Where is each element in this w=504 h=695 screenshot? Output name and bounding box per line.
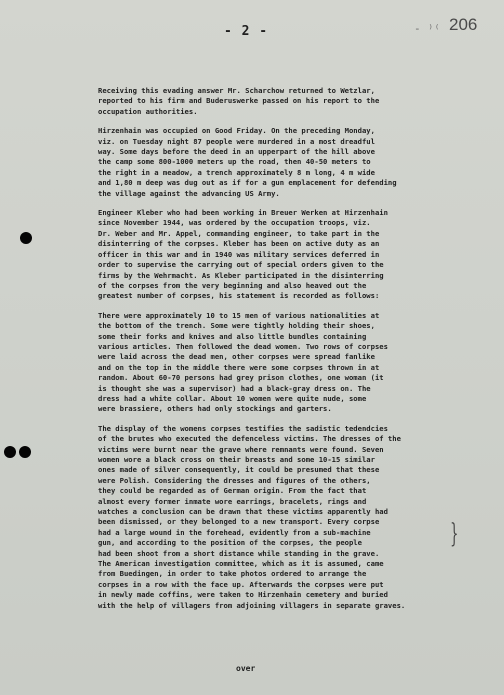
paragraph-5: The display of the womens corpses testifies the sadistic tedendcies of the brutes who executed the defenceless victims. The dresses of the victims were burnt near the grave where remnants were found. Seven women wore a black cross on their breasts and some 10-15 similar ones made of silver consequently, it could be presumed that these were Polish. Considering the dresses and figures of the others, they could be regarded as of German origin. From the fact that almost every former inmate wore earrings, bracelets, rings and watches a conclusion can be drawn that these victims apparently had been dismissed, or they belonged to a new transport. Every corpse had a large wound in the forehead, evidently from a sub-machine gun, and according to the position of the corpses, the people had been shoot from a short distance while standing in the grave. The American investigation committee, which as it is assumed, came from Buedingen, in order to take photos ordered to arrange the corpses in a row with the face up. Afterwards the corpses were put in newly made coffins, were taken to Hirzenhain cemetery and buried with the help of villagers from adjoining villagers in separate graves.	[98, 423, 406, 610]
page-number: - 2 -	[224, 24, 269, 39]
folio-number: 206	[449, 15, 478, 34]
punch-hole-icon	[19, 446, 31, 458]
margin-bracket-icon: }	[450, 519, 459, 549]
handwritten-mark: - ⁾⁽	[414, 22, 441, 35]
paragraph-1: Receiving this evading answer Mr. Scharchow returned to Wetzlar, reported to his firm and Buderuswerke passed on his report to the occupation authorities.	[98, 86, 380, 116]
document-body	[98, 86, 462, 620]
continuation-note: over	[236, 664, 256, 673]
punch-hole-icon	[20, 232, 32, 244]
paragraph-2: Hirzenhain was occupied on Good Friday. On the preceding Monday, viz. on Tuesday night 87 people were murdered in a most dreadful way. Some days before the deed in an upperpart of the hill above the camp some 800-1000 meters up the road, then 40-50 meters to the right in a meadow, a trench approximately 8 m long, 4 m wide and 1,80 m deep was dug out as if for a gun emplacement for defending the village against the advancing US Army.	[98, 126, 397, 198]
punch-hole-icon	[4, 446, 16, 458]
paragraph-3: Engineer Kleber who had been working in Breuer Werken at Hirzenhain since November 1944, was ordered by the occupation troops, viz. Dr. Weber and Mr. Appel, commanding engineer, to take part in the disinterring of the corpses. Kleber has been on active duty as an officer in this war and in 1940 was military services deferred in order to supervise the carrying out of special orders given to the firms by the Wehrmacht. As Kleber participated in the disinterring of the corpses from the very beginning and also heaved out the greatest number of corpses, his statement is recorded as follows:	[98, 208, 388, 301]
paragraph-4: There were approximately 10 to 15 men of various nationalities at the bottom of the trench. Some were tightly holding their shoes, some their forks and knives and also little bundles containing various articles. Then followed the dead women. Two rows of corpses were laid across the dead men, other corpses were spread fanlike and on the top in the middle there were some corpses thrown in at random. About 60-70 persons had grey prison clothes, one woman (it is thought she was a supervisor) had a black-gray dress on. The dress had a white collar. About 10 women were quite nude, some were brassiere, others had only stockings and garters.	[98, 310, 388, 414]
